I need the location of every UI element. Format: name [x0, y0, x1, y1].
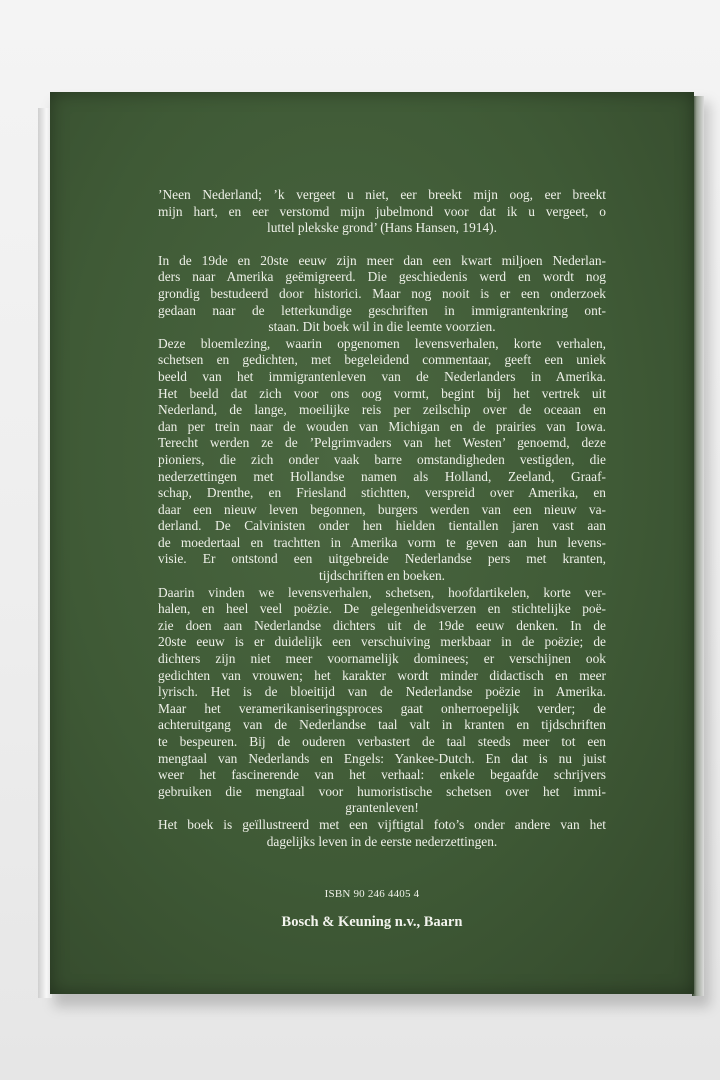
opening-quote	[158, 187, 606, 237]
text-line: mengtaal van Nederlands en Engels: Yankee-Dutch. En dat is nu juist	[158, 750, 606, 766]
quote-line: ’Neen Nederland; ’k vergeet u niet, eer breekt mijn oog, eer breekt	[158, 187, 606, 202]
text-line: te bespeuren. Bij de ouderen verbastert de taal steeds meer tot een	[158, 734, 606, 749]
text-line: derland. De Calvinisten onder hen hielden tientallen jaren vast aan	[158, 518, 606, 534]
text-line: Het beeld dat zich voor ons oog vormt, begint bij het vertrek uit	[158, 385, 606, 401]
text-line: dichters zijn niet meer voornamelijk dominees; er verschijnen ook	[158, 651, 606, 667]
isbn-number: ISBN 90 246 4405 4	[324, 888, 420, 900]
text-line: dagelijks leven in de eerste nederzettingen.	[266, 833, 498, 849]
text-line: staan. Dit boek wil in die leemte voorzien.	[268, 319, 496, 335]
text-line: Maar het veramerikaniseringsproces gaat onherroepelijk verder; de	[158, 700, 606, 716]
text-line: ders naar Amerika geëmigreerd. Die geschiedenis werd en wordt nog	[158, 269, 606, 285]
text-line: gedaan naar de letterkundige geschriften in immigrantenkring ont-	[158, 302, 606, 318]
text-line: gebruiken die mengtaal voor humoristische schetsen over het immi-	[158, 783, 606, 799]
text-line: visie. Er ontstond een uitgebreide Nederlandse pers met kranten,	[158, 551, 606, 567]
text-line: Terecht werden ze de ’Pelgrimvaders van het Westen’ genoemd, deze	[158, 435, 606, 451]
text-line: Het boek is geïllustreerd met een vijftigtal foto’s onder andere van het	[158, 816, 606, 832]
text-line: weer het fascinerende van het verhaal: enkele begaafde schrijvers	[158, 767, 606, 783]
text-line: dan per trein naar de wouden van Michigan en de prairies van Iowa.	[158, 418, 606, 434]
text-line: tijdschriften en boeken.	[318, 568, 446, 584]
text-line: achteruitgang van de Nederlandse taal valt in kranten en tijdschriften	[158, 717, 606, 733]
quote-line: luttel plekske grond’ (Hans Hansen, 1914).	[267, 220, 497, 236]
text-line: nederzettingen met Hollandse namen als Holland, Zeeland, Graaf-	[158, 468, 606, 484]
text-line: schetsen en gedichten, met begeleidend commentaar, geeft een uniek	[158, 352, 606, 368]
text-line: Daarin vinden we levensverhalen, schetsen, hoofdartikelen, korte ver-	[158, 584, 606, 600]
book-back-cover	[50, 92, 694, 994]
paragraph-4	[158, 701, 606, 817]
text-line: grantenleven!	[345, 800, 419, 816]
paragraph-5	[158, 817, 606, 850]
quote-line: mijn hart, en eer verstomd mijn jubelmond voor dat ik u vergeet, o	[158, 203, 606, 219]
publisher-name: Bosch & Keuning n.v., Baarn	[281, 914, 463, 930]
text-line: daar een nieuw leven begonnen, burgers werden van een nieuw va-	[158, 501, 606, 517]
text-line: In de 19de en 20ste eeuw zijn meer dan een kwart miljoen Nederlan-	[158, 252, 606, 268]
text-line: zie doen aan Nederlandse dichters uit de 19de eeuw denken. In de	[158, 617, 606, 633]
text-line: halen, en heel veel poëzie. De gelegenheidsverzen en stichtelijke poë-	[158, 601, 606, 617]
paragraph-2	[158, 336, 606, 585]
text-line: gedichten van vrouwen; het karakter wordt minder didactisch en meer	[158, 667, 606, 683]
text-line: lyrisch. Het is de bloeitijd van de Nederlandse poëzie in Amerika.	[158, 684, 606, 700]
text-line: pioniers, die zich onder vaak barre omstandigheden vestigden, die	[158, 451, 606, 467]
text-line: Deze bloemlezing, waarin opgenomen levensverhalen, korte verhalen,	[158, 335, 606, 351]
text-line: de moedertaal en trachtten in Amerika vorm te geven aan hun levens-	[158, 534, 606, 550]
paragraph-1	[158, 253, 606, 336]
paragraph-3	[158, 585, 606, 701]
text-line: Nederland, de lange, moeilijke reis per zeilschip over de oceaan en	[158, 402, 606, 418]
text-line: beeld van het immigrantenleven van de Nederlanders in Amerika.	[158, 368, 606, 384]
text-line: grondig bestudeerd door historici. Maar nog nooit is er een onderzoek	[158, 285, 606, 301]
text-line: schap, Drenthe, en Friesland stichtten, verspreid over Amerika, en	[158, 485, 606, 501]
blurb-text	[158, 187, 606, 850]
paragraph-gap	[158, 237, 606, 253]
text-line: 20ste eeuw is er duidelijk een verschuiving merkbaar in de poëzie; de	[158, 634, 606, 650]
